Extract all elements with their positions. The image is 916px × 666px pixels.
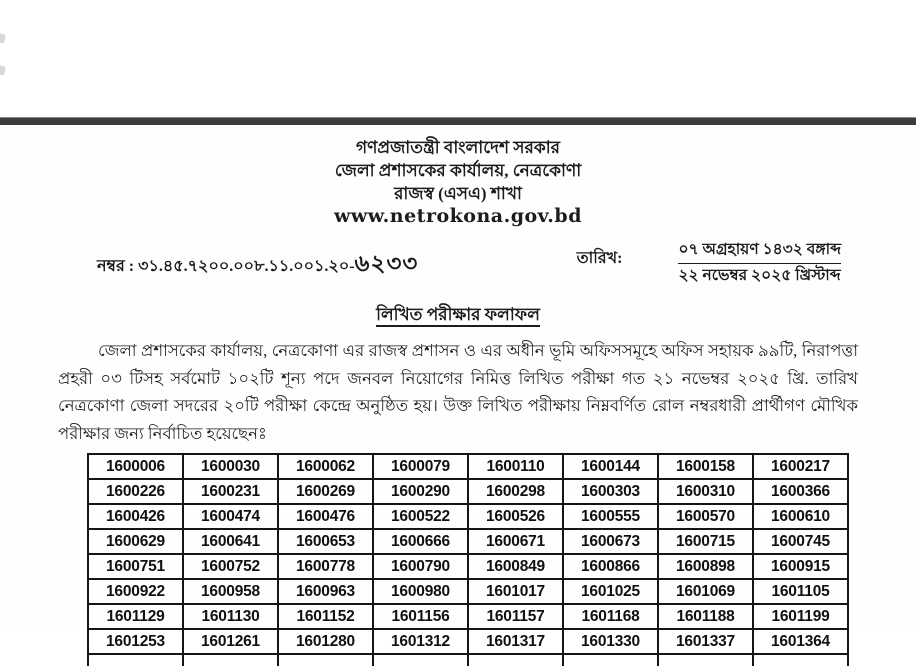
roll-number-cell: 1600110 xyxy=(468,454,563,479)
letterhead-government-line: গণপ্রজাতন্ত্রী বাংলাদেশ সরকার xyxy=(355,138,561,157)
roll-number-cell: 1601025 xyxy=(563,579,658,604)
letterhead-website: www.netrokona.gov.bd xyxy=(334,205,582,227)
roll-number-cell: 1601017 xyxy=(468,579,563,604)
roll-number-cell: 1600290 xyxy=(373,479,468,504)
roll-number-cell: 1600217 xyxy=(753,454,848,479)
roll-number-cell: 1600666 xyxy=(373,529,468,554)
roll-number-cell: 1600790 xyxy=(373,554,468,579)
roll-number-cell: 1600610 xyxy=(753,504,848,529)
table-row xyxy=(88,604,848,629)
roll-number-cell: 1601280 xyxy=(278,629,373,654)
roll-number-cell-empty xyxy=(278,654,373,666)
roll-number-cell: 1600963 xyxy=(278,579,373,604)
roll-number-cell: 1600958 xyxy=(183,579,278,604)
roll-number-cell: 1600366 xyxy=(753,479,848,504)
roll-number-cell: 1600629 xyxy=(88,529,183,554)
roll-number-cell: 1600006 xyxy=(88,454,183,479)
table-row xyxy=(88,504,848,529)
table-row xyxy=(88,529,848,554)
roll-number-cell: 1600778 xyxy=(278,554,373,579)
roll-table-body xyxy=(88,454,848,666)
letterhead-office-line: জেলা প্রশাসকের কার্যালয়, নেত্রকোণা xyxy=(334,161,582,180)
table-row-partial xyxy=(88,654,848,666)
roll-number-cell: 1601330 xyxy=(563,629,658,654)
memo-number-handwritten: ৬২৩৩ xyxy=(354,251,419,276)
roll-number-cell: 1600641 xyxy=(183,529,278,554)
table-row xyxy=(88,629,848,654)
roll-number-cell: 1600474 xyxy=(183,504,278,529)
roll-number-cell: 1601105 xyxy=(753,579,848,604)
roll-number-cell: 1601168 xyxy=(563,604,658,629)
roll-number-cell: 1600555 xyxy=(563,504,658,529)
roll-number-cell: 1600062 xyxy=(278,454,373,479)
roll-number-cell: 1600310 xyxy=(658,479,753,504)
roll-number-cell: 1600745 xyxy=(753,529,848,554)
scan-artifact-mark xyxy=(0,33,6,43)
table-row xyxy=(88,554,848,579)
letterhead-branch-line: রাজস্ব (এসএ) শাখা xyxy=(394,184,522,203)
roll-number-cell: 1601364 xyxy=(753,629,848,654)
date-gregorian-calendar: ২২ নভেম্বর ২০২৫ খ্রিস্টাব্দ xyxy=(678,267,841,284)
roll-number-cell: 1600269 xyxy=(278,479,373,504)
roll-number-cell: 1601337 xyxy=(658,629,753,654)
roll-number-cell: 1600671 xyxy=(468,529,563,554)
roll-number-cell: 1600079 xyxy=(373,454,468,479)
roll-number-cell: 1600752 xyxy=(183,554,278,579)
roll-number-cell: 1600303 xyxy=(563,479,658,504)
memo-number xyxy=(97,238,418,284)
roll-number-cell: 1600476 xyxy=(278,504,373,529)
memo-number-printed: নম্বর : ৩১.৪৫.৭২০০.০০৮.১১.০০১.২০- xyxy=(97,258,355,275)
roll-number-cell: 1601156 xyxy=(373,604,468,629)
roll-number-cell: 1600673 xyxy=(563,529,658,554)
roll-number-cell-empty xyxy=(373,654,468,666)
roll-number-cell: 1600915 xyxy=(753,554,848,579)
table-row xyxy=(88,479,848,504)
date-block xyxy=(678,238,841,288)
roll-number-cell: 1600980 xyxy=(373,579,468,604)
roll-number-cell: 1600849 xyxy=(468,554,563,579)
table-row xyxy=(88,579,848,604)
document-content xyxy=(0,125,916,666)
roll-number-cell: 1601157 xyxy=(468,604,563,629)
roll-number-cell: 1600231 xyxy=(183,479,278,504)
roll-number-cell: 1601199 xyxy=(753,604,848,629)
roll-number-cell: 1600144 xyxy=(563,454,658,479)
roll-number-cell: 1601317 xyxy=(468,629,563,654)
roll-number-cell: 1600751 xyxy=(88,554,183,579)
roll-number-cell: 1601261 xyxy=(183,629,278,654)
roll-number-cell: 1600570 xyxy=(658,504,753,529)
document-title-text: লিখিত পরীক্ষার ফলাফল xyxy=(376,305,540,327)
roll-number-cell: 1600298 xyxy=(468,479,563,504)
page-edge-band xyxy=(0,117,916,125)
roll-number-cell-empty xyxy=(183,654,278,666)
date-bangla-calendar: ০৭ অগ্রহায়ণ ১৪৩২ বঙ্গাব্দ xyxy=(678,238,841,264)
government-letterhead xyxy=(0,125,916,228)
date-label: তারিখ: xyxy=(576,250,623,267)
roll-number-cell: 1600226 xyxy=(88,479,183,504)
memo-and-date-row xyxy=(0,238,916,288)
roll-number-cell: 1600158 xyxy=(658,454,753,479)
roll-number-cell: 1600653 xyxy=(278,529,373,554)
document-title xyxy=(0,302,916,330)
roll-number-cell: 1601188 xyxy=(658,604,753,629)
roll-number-cell-empty xyxy=(88,654,183,666)
body-paragraph: জেলা প্রশাসকের কার্যালয়, নেত্রকোণা এর রাজস্ব প্রশাসন ও এর অধীন ভূমি অফিসসমূহে অফিস সহায়ক ৯৯টি, নিরাপত্তা প্রহরী ০৩ টিসহ সর্বমোট ১০২টি শূন্য পদে জনবল নিয়োগের নিমিত্ত লিখিত পরীক্ষা গত ২১ নভেম্বর ২০২৫ খ্রি. তারিখ নেত্রকোণা জেলা সদরের ২০টি পরীক্ষা কেন্দ্রে অনুষ্ঠিত হয়। উক্ত লিখিত পরীক্ষায় নিম্নবর্ণিত রোল নম্বরধারী প্রার্থীগণ মৌখিক পরীক্ষার জন্য নির্বাচিত হয়েছেনঃ xyxy=(58,341,858,443)
scan-artifact-mark xyxy=(0,65,6,75)
roll-number-cell: 1601130 xyxy=(183,604,278,629)
roll-number-cell-empty xyxy=(753,654,848,666)
roll-number-table xyxy=(87,453,849,666)
roll-number-cell: 1600526 xyxy=(468,504,563,529)
roll-number-cell: 1601069 xyxy=(658,579,753,604)
roll-number-cell: 1600866 xyxy=(563,554,658,579)
roll-number-cell: 1601312 xyxy=(373,629,468,654)
roll-number-cell: 1600898 xyxy=(658,554,753,579)
table-row xyxy=(88,454,848,479)
roll-number-cell-empty xyxy=(468,654,563,666)
roll-number-cell: 1600715 xyxy=(658,529,753,554)
roll-number-cell-empty xyxy=(658,654,753,666)
roll-number-cell: 1601129 xyxy=(88,604,183,629)
roll-number-cell: 1600426 xyxy=(88,504,183,529)
roll-number-cell: 1600030 xyxy=(183,454,278,479)
roll-number-cell: 1600522 xyxy=(373,504,468,529)
scanner-top-margin xyxy=(0,0,916,118)
roll-number-cell: 1601253 xyxy=(88,629,183,654)
roll-number-cell: 1600922 xyxy=(88,579,183,604)
roll-number-cell: 1601152 xyxy=(278,604,373,629)
roll-number-cell-empty xyxy=(563,654,658,666)
